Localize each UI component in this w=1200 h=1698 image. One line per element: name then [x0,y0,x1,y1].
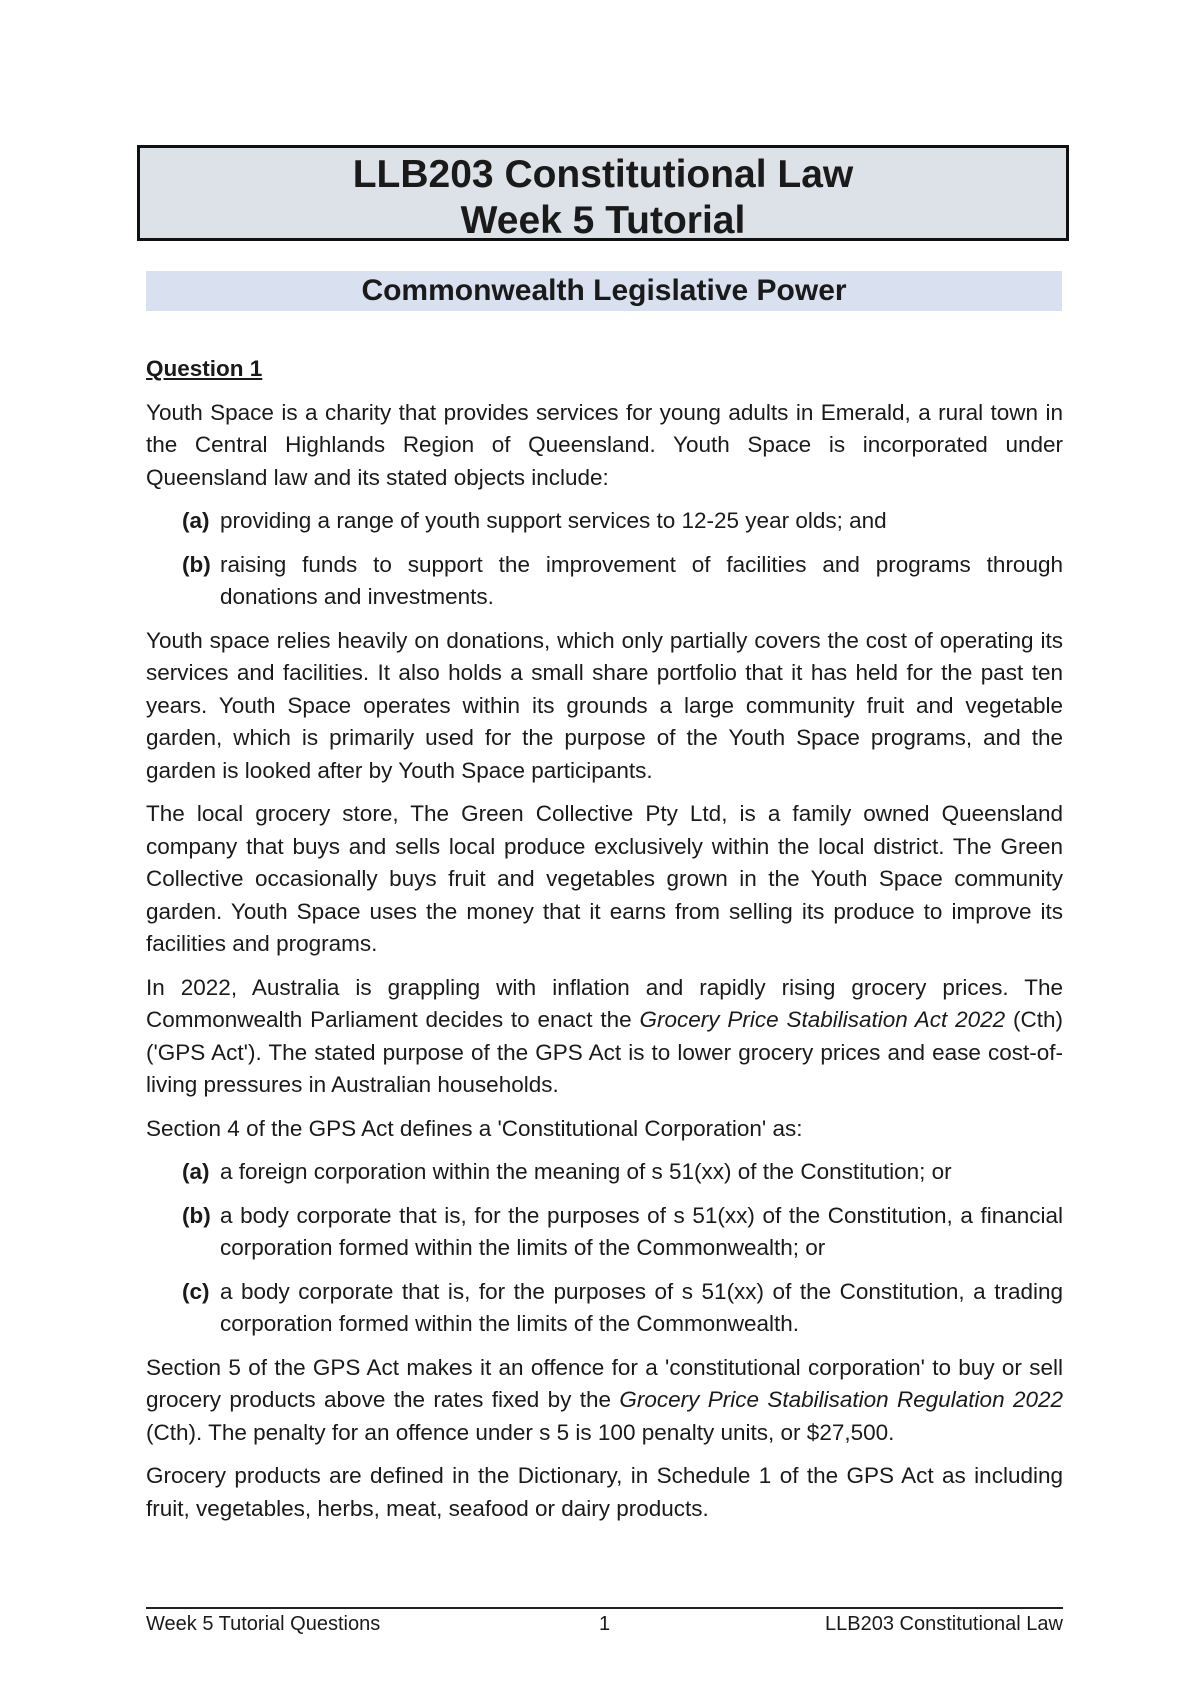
document-title: LLB203 Constitutional Law [352,153,854,196]
paragraph-6-text-b: (Cth). The penalty for an offence under s 5 is 100 penalty units, or $27,500. [146,1419,895,1445]
list-item [146,549,1063,614]
paragraph-6 [146,1352,1063,1450]
list-item-label: (c) [182,1278,210,1304]
list-item-label: (a) [182,1159,210,1184]
paragraph-5: Section 4 of the GPS Act defines a 'Constitutional Corporation' as: [146,1115,803,1141]
paragraph-1: Youth Space is a charity that provides services for young adults in Emerald, a rural town in the Central Highlands Region of Queensland. Youth Space is incorporated under Queensland law and its stated objects include: [146,399,1063,490]
question-heading: Question 1 [146,356,263,381]
document-body [146,353,1063,1536]
list-item-text: a body corporate that is, for the purposes of s 51(xx) of the Constitution, a financial corporation formed within the limits of the Commonwealth; or [220,1202,1063,1260]
paragraph-4-text-b: (Cth) ('GPS Act'). The stated purpose of the GPS Act is to lower grocery prices and ease cost-of-living pressures in Australian households. [146,1007,1063,1097]
list-item [146,505,1063,538]
paragraph-7: Grocery products are defined in the Dictionary, in Schedule 1 of the GPS Act as including fruit, vegetables, herbs, meat, seafood or dairy products. [146,1463,1063,1521]
list-item-text: providing a range of youth support services to 12-25 year olds; and [220,508,887,533]
list-item-text: raising funds to support the improvement of facilities and programs through donations and investments. [220,551,1063,609]
section-heading: Commonwealth Legislative Power [146,271,1062,311]
list-item [146,1200,1063,1265]
list-item-label: (a) [182,508,210,533]
list-item-text: a body corporate that is, for the purposes of s 51(xx) of the Constitution, a trading corporation formed within the limits of the Commonwealth. [220,1278,1063,1336]
paragraph-4 [146,972,1063,1102]
footer-left: Week 5 Tutorial Questions [146,1613,381,1635]
footer-divider [146,1607,1063,1609]
act-title: Grocery Price Stabilisation Act 2022 [639,1007,1006,1032]
footer-right: LLB203 Constitutional Law [825,1613,1063,1635]
paragraph-6-text-a: Section 5 of the GPS Act makes it an offence for a 'constitutional corporation' to buy or sell grocery products above the rates fixed by the [146,1354,1063,1412]
regulation-title: Grocery Price Stabilisation Regulation 2022 [619,1387,1063,1412]
list-item [146,1156,1063,1189]
page-number: 1 [598,1613,611,1635]
list-item-text: a foreign corporation within the meaning of s 51(xx) of the Constitution; or [220,1159,952,1184]
list-item-label: (b) [182,1202,211,1228]
document-subtitle-week: Week 5 Tutorial [460,199,746,242]
paragraph-4-text-a: In 2022, Australia is grappling with inflation and rapidly rising grocery prices. The Commonwealth Parliament decides to enact the [146,974,1063,1032]
list-item [146,1276,1063,1341]
paragraph-3: The local grocery store, The Green Collective Pty Ltd, is a family owned Queensland company that buys and sells local produce exclusively within the local district. The Green Collective occasionally buys fruit and vegetables grown in the Youth Space community garden. Youth Space uses the money that it earns from selling its produce to improve its facilities and programs. [146,801,1063,956]
list-item-label: (b) [182,551,211,577]
title-box [137,145,1069,241]
paragraph-2: Youth space relies heavily on donations, which only partially covers the cost of operating its services and facilities. It also holds a small share portfolio that it has held for the past ten years. Youth Space operates within its grounds a large community fruit and vegetable garden, which is primarily used for the purpose of the Youth Space programs, and the garden is looked after by Youth Space participants. [146,627,1063,783]
